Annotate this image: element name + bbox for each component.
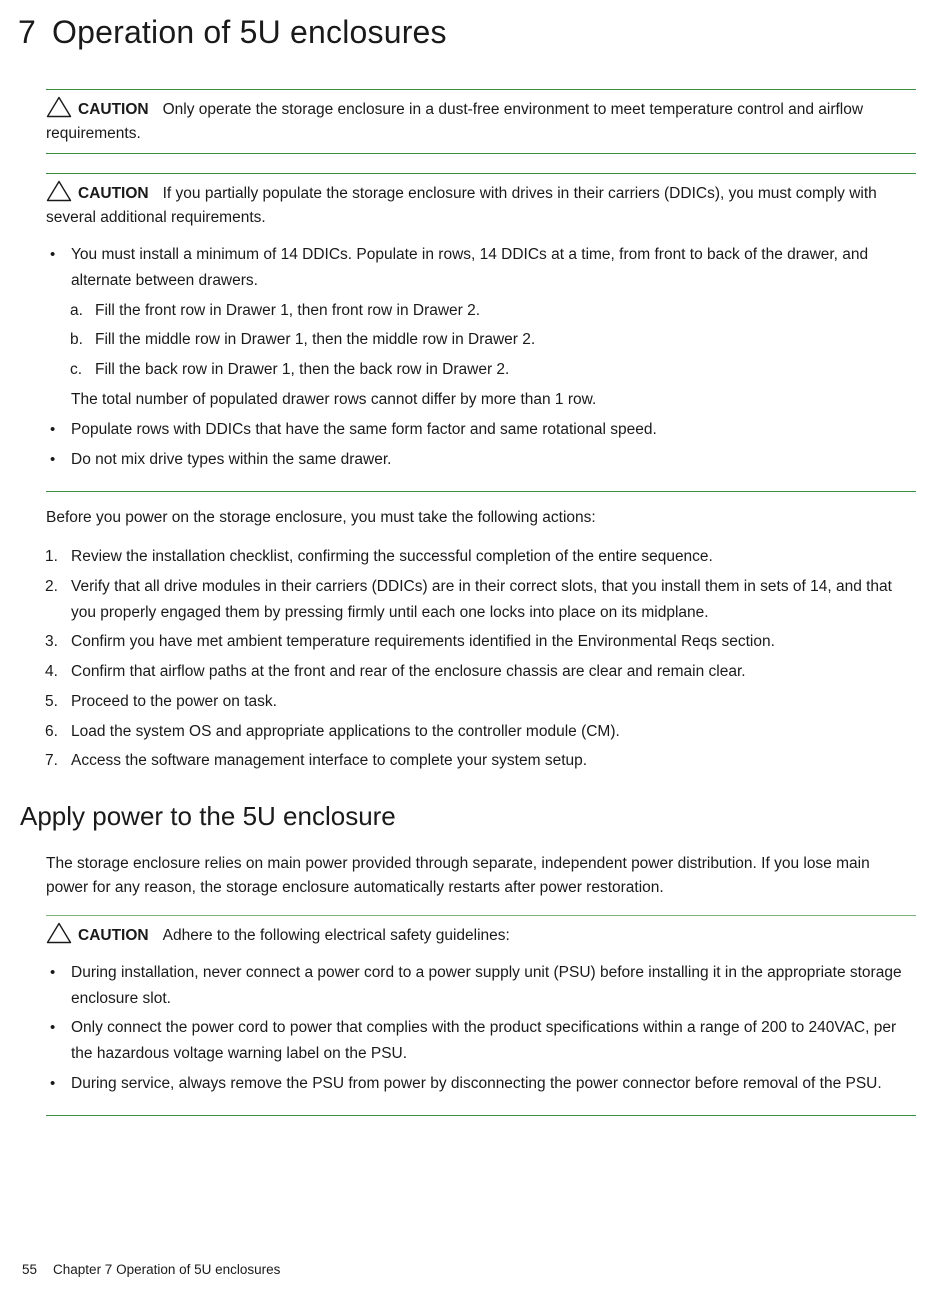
step-number: 7. xyxy=(45,752,58,769)
bullet-marker: • xyxy=(50,451,56,468)
before-power-intro: Before you power on the storage enclosure, you must take the following actions: xyxy=(46,509,596,526)
sub-list-item xyxy=(70,327,945,353)
caution-label: CAUTION xyxy=(78,927,149,944)
caution-bottom-rule xyxy=(46,491,916,492)
caution-electrical-safety xyxy=(46,922,906,948)
step-item xyxy=(45,629,921,655)
caution-text: Adhere to the following electrical safety guidelines: xyxy=(162,927,510,944)
chapter-title xyxy=(18,14,447,51)
bullet-marker: • xyxy=(50,1019,56,1036)
chapter-title-text: Operation of 5U enclosures xyxy=(52,14,447,50)
page-number: 55 xyxy=(22,1262,38,1277)
list-item-text: Populate rows with DDICs that have the same form factor and same rotational speed. xyxy=(71,421,657,438)
step-number: 1. xyxy=(45,548,58,565)
sub-list-item-text: Fill the back row in Drawer 1, then the back row in Drawer 2. xyxy=(95,361,510,378)
bullet-marker: • xyxy=(50,421,56,438)
step-text: Confirm you have met ambient temperature requirements identified in the Environmental Reqs section. xyxy=(71,633,775,650)
caution-top-rule xyxy=(46,173,916,174)
list-item-text: Only connect the power cord to power that complies with the product specifications within a range of 200 to 240VAC, per the hazardous voltage warning label on the PSU. xyxy=(71,1019,897,1062)
sub-list-item xyxy=(70,357,945,383)
step-text: Confirm that airflow paths at the front and rear of the enclosure chassis are clear and remain clear. xyxy=(71,663,746,680)
step-number: 6. xyxy=(45,723,58,740)
caution-label: CAUTION xyxy=(78,185,149,202)
step-number: 5. xyxy=(45,693,58,710)
step-text: Review the installation checklist, confirming the successful completion of the entire sequence. xyxy=(71,548,713,565)
step-text: Load the system OS and appropriate applications to the controller module (CM). xyxy=(71,723,620,740)
step-text: Verify that all drive modules in their carriers (DDICs) are in their correct slots, that you install them in sets of 14, and that you properly engaged them by pressing firmly until each one locks into place on its midplane. xyxy=(71,578,892,621)
chapter-number: 7 xyxy=(18,14,36,50)
caution-top-rule xyxy=(46,89,916,90)
step-item xyxy=(45,719,921,745)
apply-power-intro: The storage enclosure relies on main power provided through separate, independent power distribution. If you lose main power for any reason, the storage enclosure automatically restarts after power restoration. xyxy=(46,855,870,896)
list-marker: b. xyxy=(70,331,83,348)
section-title: Apply power to the 5U enclosure xyxy=(20,801,396,831)
list-item xyxy=(50,447,921,473)
step-text: Access the software management interface to complete your system setup. xyxy=(71,752,588,769)
step-item xyxy=(45,544,921,570)
list-item xyxy=(50,417,921,443)
step-number: 4. xyxy=(45,663,58,680)
caution-bottom-rule xyxy=(46,1115,916,1116)
caution-label: CAUTION xyxy=(78,101,149,118)
footer-chapter-ref: Chapter 7 Operation of 5U enclosures xyxy=(53,1262,281,1277)
page-footer xyxy=(22,1262,280,1277)
sub-list-item xyxy=(70,298,945,324)
list-item xyxy=(50,1015,921,1067)
rows-note xyxy=(71,387,921,413)
caution-text: Only operate the storage enclosure in a dust-free environment to meet temperature control and airflow requirements. xyxy=(46,101,864,142)
step-item xyxy=(45,574,921,626)
step-item xyxy=(45,748,921,774)
step-text: Proceed to the power on task. xyxy=(71,693,277,710)
list-item-text: During service, always remove the PSU from power by disconnecting the power connector before removal of the PSU. xyxy=(71,1075,882,1092)
caution-text: If you partially populate the storage enclosure with drives in their carriers (DDICs), you must comply with several additional requirements. xyxy=(46,185,877,226)
list-item-text: Do not mix drive types within the same drawer. xyxy=(71,451,392,468)
step-item xyxy=(45,659,921,685)
list-item-text: You must install a minimum of 14 DDICs. Populate in rows, 14 DDICs at a time, from front to back of the drawer, and alternate between drawers. xyxy=(71,246,869,289)
warning-triangle-icon xyxy=(46,96,72,118)
bullet-marker: • xyxy=(50,246,56,263)
list-marker: a. xyxy=(70,302,83,319)
rows-note-text: The total number of populated drawer rows cannot differ by more than 1 row. xyxy=(71,391,597,408)
warning-triangle-icon xyxy=(46,180,72,202)
caution-bottom-rule xyxy=(46,153,916,154)
caution-partial-population xyxy=(46,180,906,230)
list-marker: c. xyxy=(70,361,83,378)
caution-dust-free xyxy=(46,96,906,146)
step-item xyxy=(45,689,921,715)
list-item xyxy=(50,960,921,1012)
sub-list-item-text: Fill the middle row in Drawer 1, then the middle row in Drawer 2. xyxy=(95,331,536,348)
list-item-text: During installation, never connect a power cord to a power supply unit (PSU) before installing it in the appropriate storage enclosure slot. xyxy=(71,964,902,1007)
bullet-marker: • xyxy=(50,964,56,981)
step-number: 3. xyxy=(45,633,58,650)
warning-triangle-icon xyxy=(46,922,72,944)
sub-list-item-text: Fill the front row in Drawer 1, then front row in Drawer 2. xyxy=(95,302,481,319)
list-item xyxy=(50,242,921,294)
caution-top-rule xyxy=(46,915,916,916)
list-item xyxy=(50,1071,921,1097)
bullet-marker: • xyxy=(50,1075,56,1092)
step-number: 2. xyxy=(45,578,58,595)
